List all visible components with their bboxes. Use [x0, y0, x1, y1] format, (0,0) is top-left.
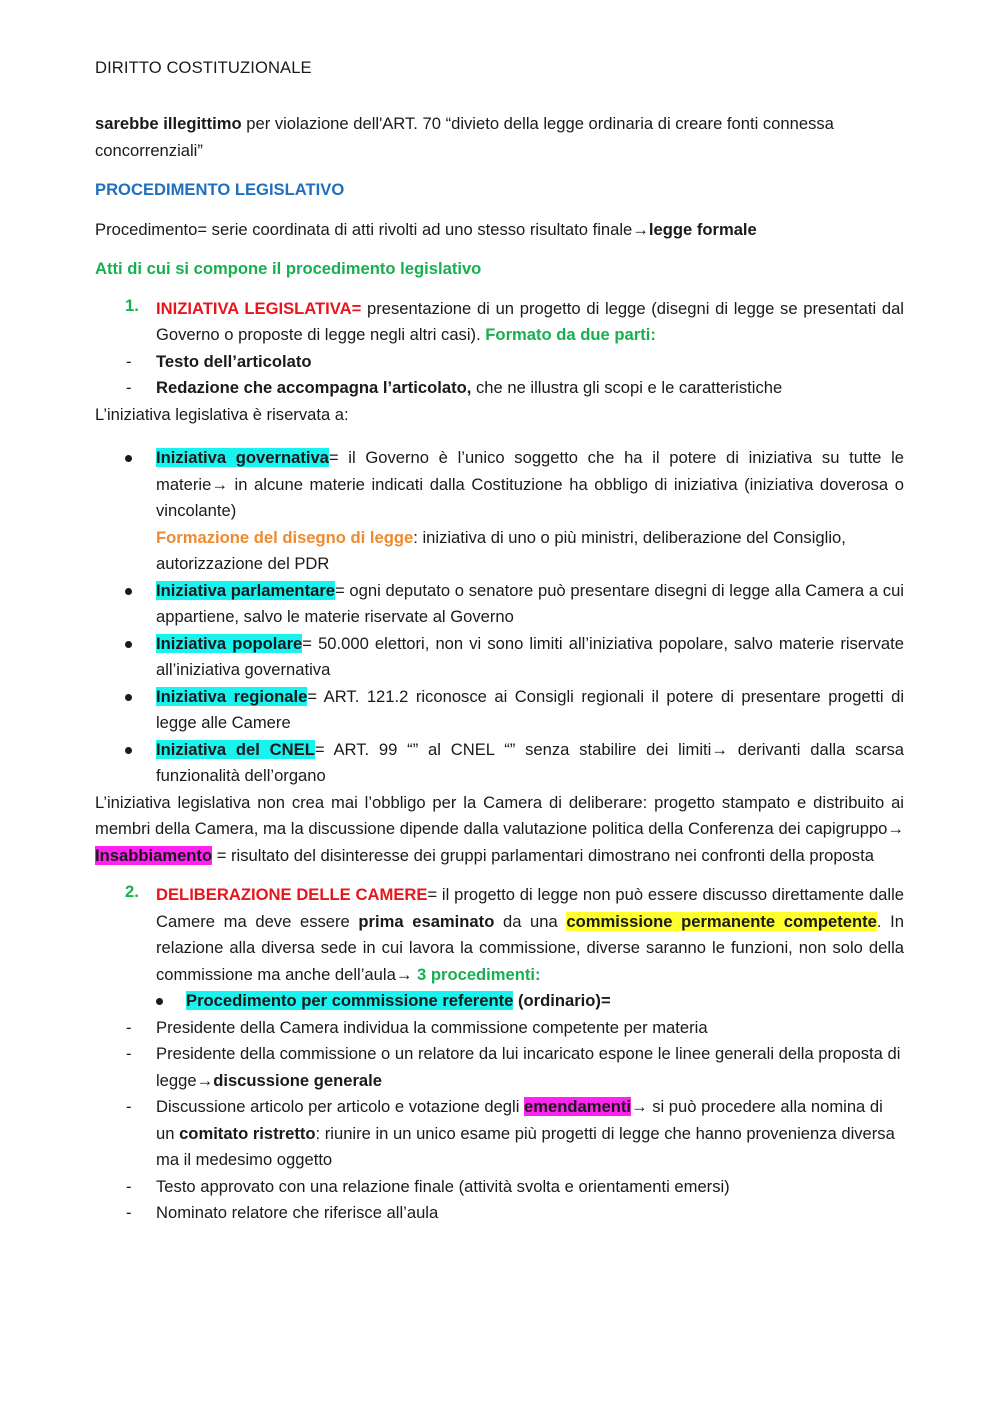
list-item: - Testo approvato con una relazione finale (attività svolta e orientamenti emersi): [126, 1176, 730, 1196]
bullet-icon: [125, 588, 132, 595]
arrow-icon: →: [631, 1097, 648, 1116]
list-item-governativa: Iniziativa governativa= il Governo è l’unico soggetto che ha il potere di iniziativa su tutte le materie→ in alcune materie indicati dalla Costituzione ha obbligo di iniziativa (iniziativa doverosa o vincolante) Formazione del disegno di legge: iniziativa di uno o più ministri, deliberazione del Consiglio, autorizzazione del PDR: [95, 445, 904, 578]
arrow-icon: →: [196, 1070, 214, 1090]
list-item-deliberazione: 2. DELIBERAZIONE DELLE CAMERE= il progetto di legge non può essere discusso direttamente dalle Camere ma deve essere prima esaminato da una commissione permanente competente. In relazione alla diversa sede in cui lavora la commissione, diverse saranno le funzioni, non solo della commissione ma anche dell’aula→ 3 procedimenti:: [125, 882, 905, 984]
list-item-parlamentare: Iniziativa parlamentare= ogni deputato o senatore può presentare disegni di legge alla Camera a cui appartiene, salvo le materie riservate al Governo: [95, 578, 904, 631]
no-obligation-paragraph: L’iniziativa legislativa non crea mai l’obbligo per la Camera di deliberare: progetto stampato e distribuito ai membri della Camera, ma la discussione dipende dalla valutazione politica della Conferenza dei capigruppo→ Insabbiamento = risultato del disinteresse dei gruppi parlamentari dimostrano nei confronti della proposta: [95, 792, 904, 865]
bullet-icon: [125, 641, 132, 648]
intro-paragraph: sarebbe illegittimo per violazione dell'ART. 70 “divieto della legge ordinaria di creare fonti connessa concorrenziali”: [95, 114, 834, 160]
bullet-icon: [156, 998, 163, 1005]
list-item-cnel: Iniziativa del CNEL= ART. 99 “” al CNEL “” senza stabilire dei limiti→ derivanti dalla scarsa funzionalità dell’organo: [95, 737, 904, 790]
document-page: [95, 58, 904, 1227]
page-header: DIRITTO COSTITUZIONALE: [95, 58, 312, 77]
list-item: - Nominato relatore che riferisce all’aula: [126, 1203, 439, 1222]
list-item-iniziativa-legislativa: 1. INIZIATIVA LEGISLATIVA= presentazione di un progetto di legge (disegni di legge se presentati dal Governo o proposte di legge negli altri casi). Formato da due parti:: [125, 295, 904, 344]
procedures-list: [95, 988, 904, 1015]
reserved-intro: L’iniziativa legislativa è riservata a:: [95, 404, 349, 424]
section-title: PROCEDIMENTO LEGISLATIVO: [95, 180, 345, 199]
arrow-icon: →: [887, 819, 904, 838]
arrow-icon: →: [632, 219, 649, 239]
arrow-icon: →: [395, 964, 413, 984]
arrow-icon: →: [211, 474, 228, 494]
list-item: - Testo dell’articolato: [126, 351, 312, 371]
item-number: 2.: [125, 882, 139, 901]
initiatives-list: [95, 445, 904, 790]
acts-title: Atti di cui si compone il procedimento legislativo: [95, 259, 482, 278]
parts-list: [95, 349, 904, 402]
steps-list: [95, 1015, 904, 1227]
list-item: - Redazione che accompagna l’articolato, che ne illustra gli scopi e le caratteristiche: [126, 378, 783, 397]
item-title: DELIBERAZIONE DELLE CAMERE: [156, 885, 428, 904]
list-item-commissione-referente: Procedimento per commissione referente (ordinario)=: [95, 988, 904, 1015]
list-item-popolare: Iniziativa popolare= 50.000 elettori, non vi sono limiti all’iniziativa popolare, salvo materie riservate all’iniziativa governativa: [95, 631, 904, 684]
item-number: 1.: [125, 295, 139, 315]
arrow-icon: →: [711, 739, 728, 759]
item-title: INIZIATIVA LEGISLATIVA=: [156, 298, 362, 318]
definition-paragraph: Procedimento= serie coordinata di atti rivolti ad uno stesso risultato finale→legge formale: [95, 219, 757, 239]
list-item-regionale: Iniziativa regionale= ART. 121.2 riconosce ai Consigli regionali il potere di presentare progetti di legge alle Camere: [95, 684, 904, 737]
bullet-icon: [125, 694, 132, 701]
bullet-icon: [125, 747, 132, 754]
list-item: - Presidente della commissione o un relatore da lui incaricato espone le linee generali della proposta di legge→discussione generale: [126, 1044, 901, 1090]
list-item: - Discussione articolo per articolo e votazione degli emendamenti→ si può procedere alla nomina di un comitato ristretto: riunire in un unico esame più progetti di legge che hanno provenienza diversa ma il medesimo oggetto: [126, 1097, 895, 1169]
bullet-icon: [125, 455, 132, 462]
list-item: - Presidente della Camera individua la commissione competente per materia: [126, 1017, 708, 1037]
